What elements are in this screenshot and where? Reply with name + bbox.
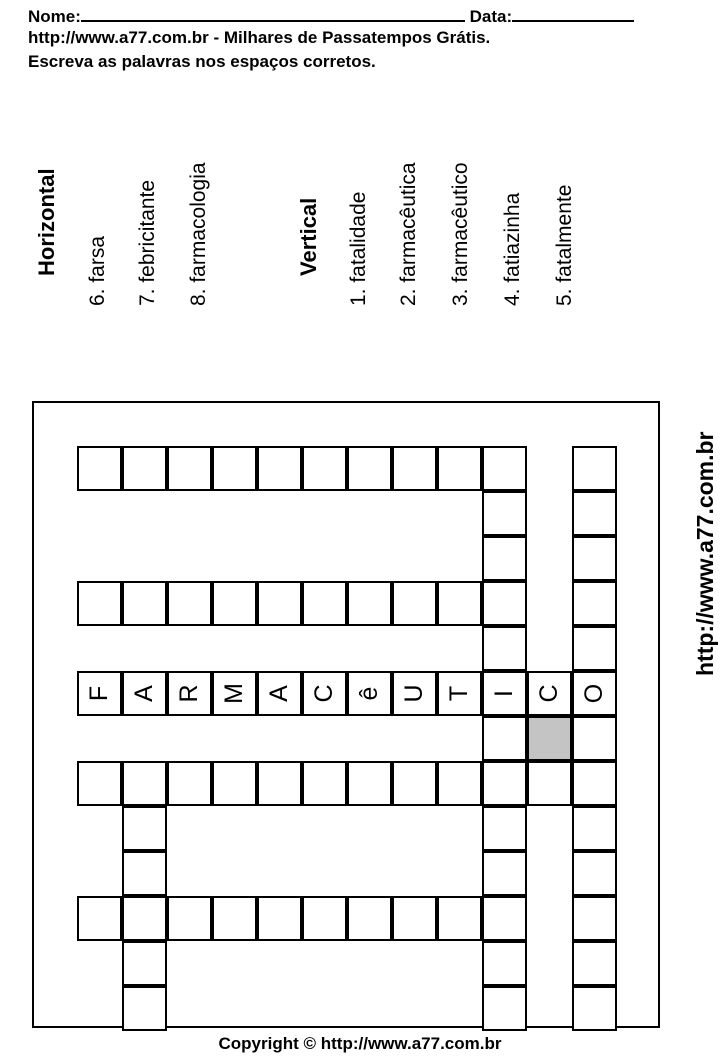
grid-cell[interactable] [572,941,617,986]
horizontal-title: Horizontal [34,168,59,276]
grid-cell[interactable] [77,581,122,626]
grid-cell[interactable] [482,761,527,806]
grid-cell[interactable] [572,626,617,671]
grid-cell[interactable] [257,581,302,626]
grid-cell[interactable] [212,581,257,626]
grid-cell[interactable] [392,581,437,626]
grid-cell[interactable] [257,446,302,491]
grid-cell[interactable] [212,761,257,806]
grid-cell[interactable] [572,761,617,806]
grid-cell[interactable] [482,491,527,536]
grid-cell[interactable] [122,806,167,851]
grid-cell[interactable] [482,896,527,941]
grid-cell[interactable] [482,716,527,761]
grid-cell[interactable] [437,761,482,806]
grid-cell[interactable] [347,446,392,491]
revealed-letter: C [535,684,563,703]
grid-cell[interactable] [167,761,212,806]
revealed-letter: U [400,684,428,703]
grid-cell[interactable] [122,851,167,896]
horizontal-clue: 8. farmacologia [187,162,210,306]
grid-cell[interactable] [257,896,302,941]
grid-cell[interactable] [437,446,482,491]
vertical-clue: 4. fatiazinha [501,192,524,306]
footer-copyright: Copyright © http://www.a77.com.br [218,1034,502,1053]
grid-cell[interactable] [122,941,167,986]
grid-cell[interactable] [572,446,617,491]
grid-cell[interactable] [167,581,212,626]
grid-cell[interactable] [77,761,122,806]
grid-cell[interactable] [167,896,212,941]
grid-cell[interactable] [302,446,347,491]
grid-cell[interactable] [572,536,617,581]
date-label: Data: [469,7,513,26]
grid-cell[interactable] [212,896,257,941]
grid-cell[interactable] [572,491,617,536]
grid-cell[interactable] [572,806,617,851]
grid-cell[interactable] [122,581,167,626]
grid-cell[interactable] [122,761,167,806]
instruction-line: Escreva as palavras nos espaços corretos. [28,52,376,71]
vertical-title: Vertical [296,197,321,276]
grid-cell[interactable] [482,986,527,1031]
grid-cell[interactable] [482,581,527,626]
grid-cell[interactable] [122,446,167,491]
grid-cell[interactable] [302,761,347,806]
grid-cell[interactable] [482,536,527,581]
vertical-clue: 5. fatalmente [553,184,576,306]
grid-cell[interactable] [392,446,437,491]
vertical-clue: 3. farmacêutico [449,162,472,306]
side-url: http://www.a77.com.br [692,431,718,676]
revealed-letter: F [85,685,113,702]
revealed-letter: A [130,685,158,702]
grid-cell[interactable] [482,446,527,491]
grid-cell[interactable] [392,761,437,806]
grid-cell[interactable] [302,581,347,626]
grid-cell[interactable] [482,941,527,986]
revealed-letter: T [445,685,473,702]
grid-cell[interactable] [482,851,527,896]
grid-cell[interactable] [392,896,437,941]
grid-cell[interactable] [347,761,392,806]
grid-cell[interactable] [302,896,347,941]
grid-cell[interactable] [347,896,392,941]
grid-cell[interactable] [482,626,527,671]
grid-cell[interactable] [437,896,482,941]
vertical-clue: 2. farmacêutica [397,162,420,306]
grid-cell[interactable] [77,446,122,491]
revealed-letter: I [490,690,518,697]
revealed-letter: O [580,683,608,704]
grid-cell[interactable] [572,581,617,626]
shaded-cell [527,716,572,761]
grid-cell[interactable] [572,986,617,1031]
revealed-letter: C [310,684,338,703]
grid-cell[interactable] [482,806,527,851]
grid-cell[interactable] [572,716,617,761]
name-label: Nome: [28,7,81,26]
name-date-line [28,4,634,27]
grid-cell[interactable] [437,581,482,626]
grid-cell[interactable] [572,896,617,941]
grid-cell[interactable] [122,986,167,1031]
name-blank[interactable] [81,4,465,22]
grid-cell[interactable] [572,851,617,896]
revealed-letter: M [220,683,248,704]
grid-cell[interactable] [212,446,257,491]
grid-cell[interactable] [77,896,122,941]
grid-cell[interactable] [167,446,212,491]
grid-cell[interactable] [122,896,167,941]
site-line: http://www.a77.com.br - Milhares de Passatempos Grátis. [28,28,491,47]
grid-cell[interactable] [527,761,572,806]
revealed-letter: A [265,685,293,702]
date-blank[interactable] [512,4,634,22]
grid-cell[interactable] [257,761,302,806]
revealed-letter: ê [355,686,383,701]
revealed-letter: R [175,684,203,703]
horizontal-clue: 7. febricitante [136,179,159,306]
vertical-clue: 1. fatalidade [347,191,370,306]
grid-cell[interactable] [347,581,392,626]
horizontal-clue: 6. farsa [86,235,109,306]
